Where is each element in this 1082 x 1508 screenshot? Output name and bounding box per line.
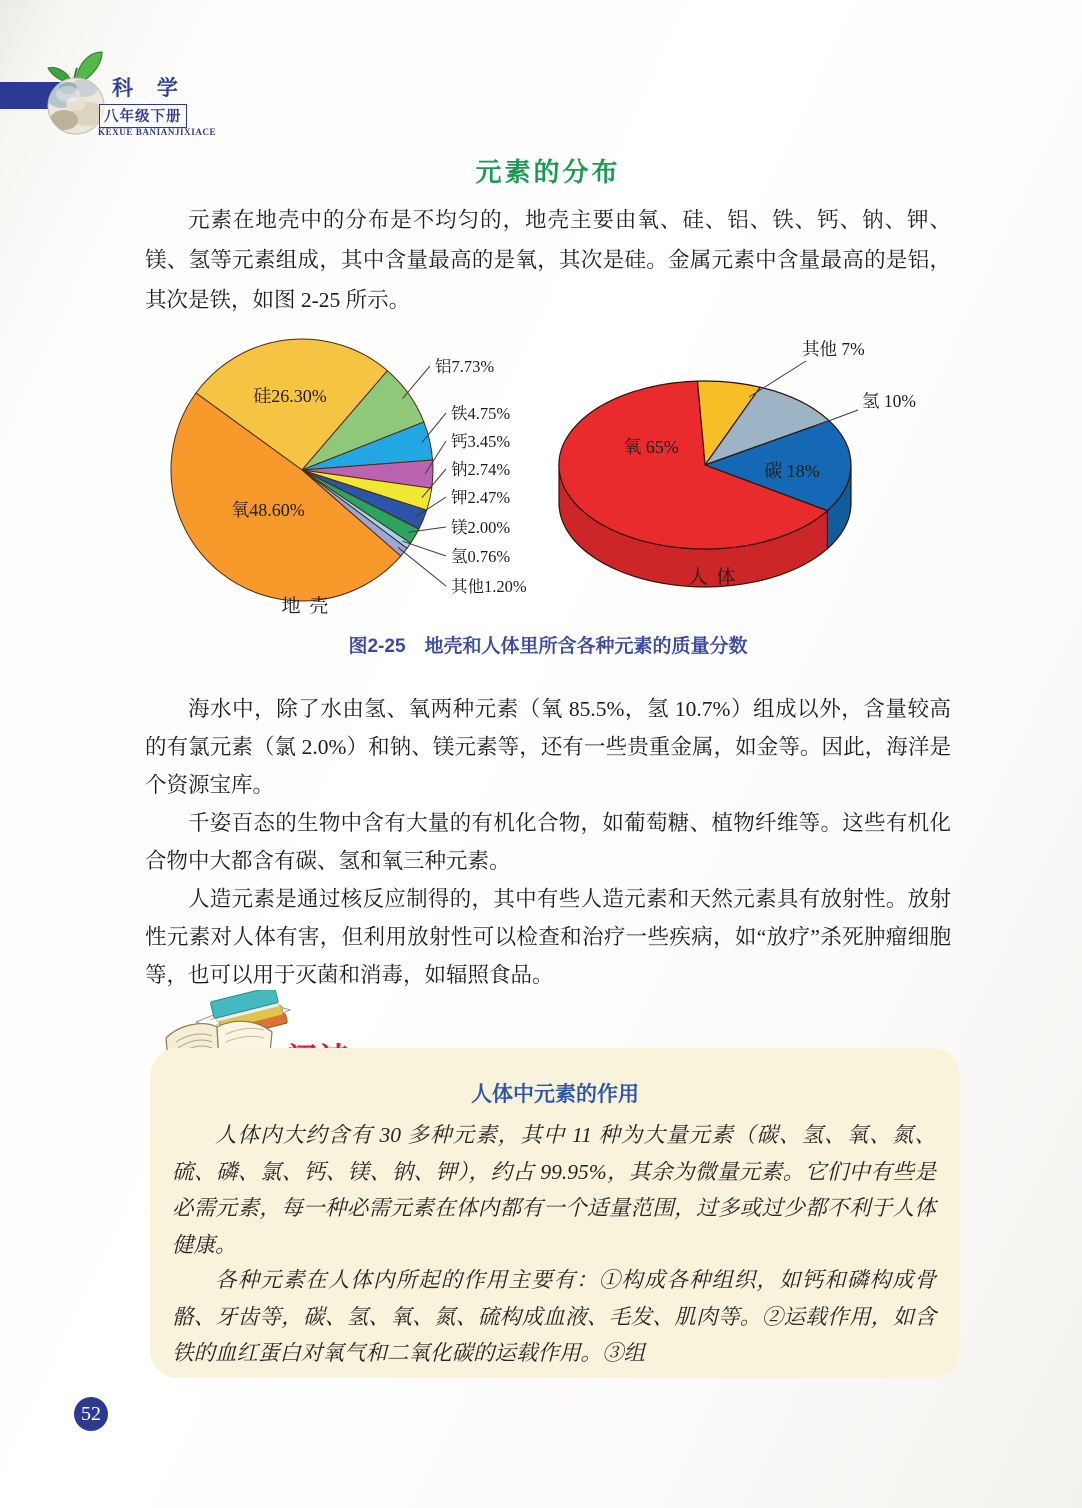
slice-label-硅: 硅26.30% [253,386,327,406]
crust-chart-title: 地 壳 [281,596,331,617]
brand-romanized: KEXUE BANIANJIXIACE [98,127,217,137]
reading-box [150,1048,960,1378]
callout-line-铝 [402,366,430,399]
paragraph-organisms: 千姿百态的生物中含有大量的有机化合物，如葡萄糖、植物纤维等。这些有机化合物中大都含有碳、氢和氧三种元素。 [145,811,951,873]
section-title: 元素的分布 [475,157,621,187]
slice-label-钾: 钾2.47% [451,488,511,507]
slice-label-氢: 氢0.76% [451,547,511,566]
figure-caption: 图2-25 地壳和人体里所含各种元素的质量分数 [348,636,748,657]
reading-paragraph-1: 人体内大约含有 30 多种元素，其中 11 种为大量元素（碳、氢、氧、氮、硫、磷、氯、钙、镁、钠、钾），约占 99.95%，其余为微量元素。它们中有些是必需元素，每一种必需元素在体内都有一个适量范围，过多或过少都不利于人体健康。 [172,1123,936,1257]
callout-line-氢 [402,541,446,556]
crust-pie-chart [140,330,560,628]
slice-label-碳: 碳 18% [764,461,820,481]
slice-label-氢: 氢 10% [862,391,916,411]
paragraph-seawater: 海水中，除了水由氢、氧两种元素（氧 85.5%，氢 10.7%）组成以外，含量较高的有氯元素（氯 2.0%）和钠、镁元素等，还有一些贵重金属，如金等。因此，海洋是个资源宝库。 [145,697,951,797]
body-chart-title: 人 体 [688,567,738,588]
brand-subtitle: 八年级下册 [99,104,187,128]
slice-label-镁: 镁2.00% [451,518,511,537]
slice-label-铝: 铝7.73% [435,357,495,376]
page-number-badge: 52 [74,1397,108,1431]
paragraph-artificial-elements: 人造元素是通过核反应制得的，其中有些人造元素和天然元素具有放射性。放射性元素对人体有害，但利用放射性可以检查和治疗一些疾病，如“放疗”杀死肿瘤细胞等，也可以用于灭菌和消毒，如辐照食品。 [145,887,951,987]
human-body-pie-chart [553,325,983,603]
reading-paragraph-2: 各种元素在人体内所起的作用主要有：①构成各种组织，如钙和磷构成骨骼、牙齿等，碳、氢、氧、氮、硫构成血液、毛发、肌肉等。②运载作用，如含铁的血红蛋白对氧气和二氧化碳的运载作用。③组 [172,1268,936,1365]
slice-label-其他: 其他1.20% [451,577,527,596]
paragraph-crust-distribution: 元素在地壳中的分布是不均匀的，地壳主要由氧、硅、铝、铁、钙、钠、钾、镁、氢等元素组成，其中含量最高的是氧，其次是硅。金属元素中含量最高的是铝，其次是铁，如图 2-25 所示。 [145,208,951,312]
slice-label-其他: 其他 7% [802,339,865,359]
slice-label-铁: 铁4.75% [451,404,511,423]
slice-label-氧: 氧 65% [623,437,679,457]
reading-title: 人体中元素的作用 [471,1083,639,1106]
slice-label-钙: 钙3.45% [451,432,511,451]
brand-title: 科 学 [112,77,187,100]
slice-label-钠: 钠2.74% [451,460,511,479]
slice-label-氧: 氧48.60% [231,500,305,520]
